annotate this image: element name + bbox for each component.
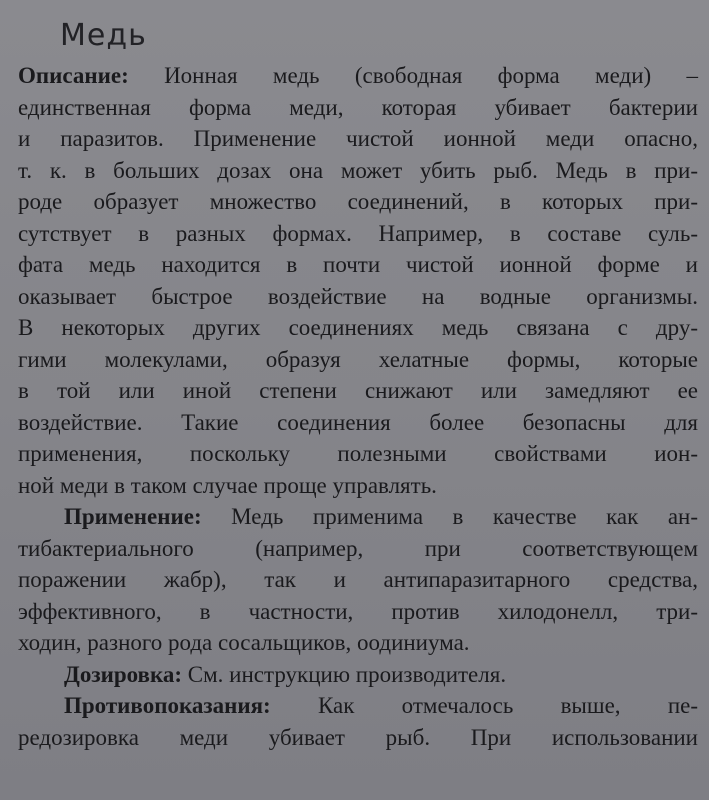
paragraph-description-line: единственная форма меди, которая убивает бактерии xyxy=(18,94,698,120)
paragraph-contraindications-line: Противопоказания: Как отмечалось выше, пе- xyxy=(64,693,698,718)
paragraph-description-line: сутствует в разных формах. Например, в составе суль- xyxy=(18,220,698,246)
paragraph-description-line: применения, поскольку полезными свойствами ион- xyxy=(18,441,698,466)
paragraph-description-line: оказывает быстрое воздействие на водные организмы. xyxy=(18,283,698,309)
paragraph-description-line: т. к. в больших дозах она может убить рыб. Медь в при- xyxy=(18,157,698,183)
contraindications-label: Противопоказания: xyxy=(64,693,271,718)
section-heading: Медь xyxy=(60,18,147,53)
paragraph-description-line: Описание: Ионная медь (свободная форма меди) – xyxy=(18,63,698,88)
paragraph-description-line: в той или иной степени снижают или замедляют ее xyxy=(18,378,698,403)
description-label: Описание: xyxy=(18,63,129,88)
paragraph-application-line: Применение: Медь применима в качестве как ан- xyxy=(64,504,698,529)
paragraph-application-line: тибактериального (например, при соответствующем xyxy=(18,535,698,561)
dosage-label: Дозировка: xyxy=(64,661,183,687)
paragraph-application-line: поражении жабр), так и антипаразитарного средства, xyxy=(18,567,698,592)
paragraph-description-line: ной меди в таком случае проще управлять. xyxy=(18,472,437,498)
paragraph-description-line: В некоторых других соединениях медь связана с дру- xyxy=(18,315,698,340)
page-body xyxy=(18,60,698,753)
paragraph-dosage-line: Дозировка: См. инструкцию производителя. xyxy=(64,661,507,687)
paragraph-application-line: эффективного, в частности, против хилодонелл, три- xyxy=(18,598,698,624)
paragraph-description-line: роде образует множество соединений, в которых при- xyxy=(18,189,698,214)
application-label: Применение: xyxy=(64,504,202,529)
paragraph-application-line: ходин, разного рода сосальщиков, оодиниума. xyxy=(18,630,470,655)
paragraph-contraindications-line: редозировка меди убивает рыб. При использовании xyxy=(18,724,698,750)
paragraph-description-line: воздействие. Такие соединения более безопасны для xyxy=(18,409,698,435)
paragraph-description-line: фата медь находится в почти чистой ионной форме и xyxy=(18,252,698,277)
paragraph-description-line: и паразитов. Применение чистой ионной меди опасно, xyxy=(18,126,698,151)
paragraph-description-line: гими молекулами, образуя хелатные формы, которые xyxy=(18,346,698,372)
